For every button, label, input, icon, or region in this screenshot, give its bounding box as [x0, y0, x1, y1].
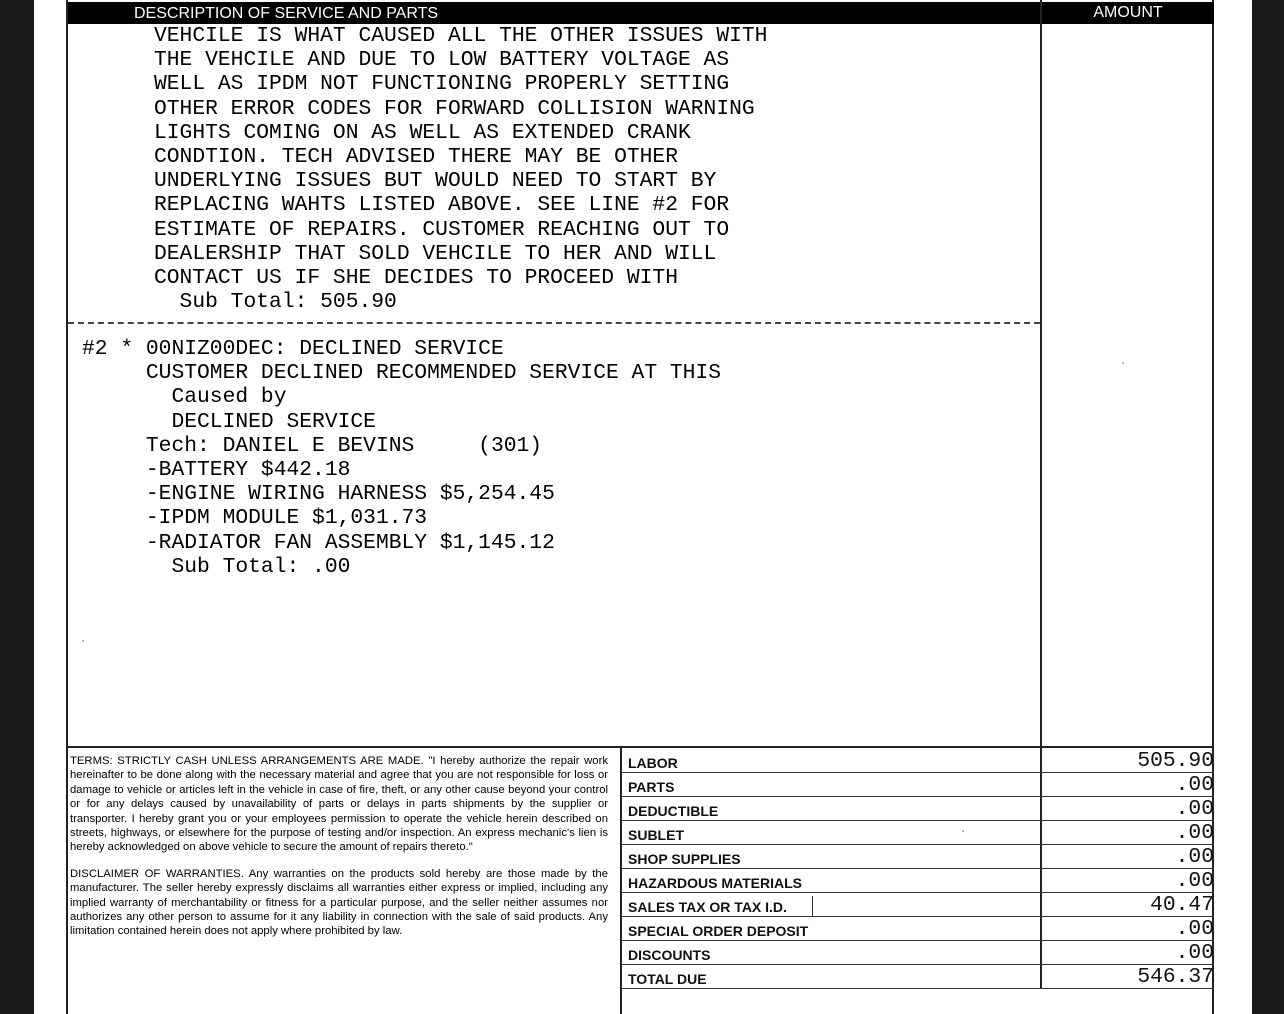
disclaimer-text: DISCLAIMER OF WARRANTIES. Any warranties on the products sold hereby are those made by the manufacturer. The seller hereby expressly disclaims all warranties either express or implied, including any implied warranty of merchantability or fitness for a particular purpose, and the seller neither assumes nor authorizes any other person to assume for it any liability in connection with the sale of said products. Any limitation contained herein does not apply where prohibited by law.: [70, 867, 608, 938]
totals-row-sales-tax: [622, 892, 1214, 917]
repair-order-form: [66, 0, 1214, 1014]
service-line-2-declined: #2 * 00NIZ00DEC: DECLINED SERVICE CUSTOMER DECLINED RECOMMENDED SERVICE AT THIS Caused by DECLINED SERVICE Tech: DANIEL E BEVINS (301) -BATTERY $442.18 -ENGINE WIRING HARNESS $5,254.45 -IPDM MODULE $1,031.73 -RADIATOR FAN ASSEMBLY $1,145.12 Sub Total: .00: [82, 337, 722, 579]
amount-header: AMOUNT: [1042, 2, 1214, 24]
totals-value: 546.37: [1137, 965, 1214, 989]
totals-row-labor: [622, 748, 1214, 773]
totals-value: .00: [1175, 821, 1214, 845]
totals-value: .00: [1175, 797, 1214, 821]
totals-value: .00: [1175, 917, 1214, 941]
totals-label: SUBLET: [628, 827, 684, 843]
description-header: DESCRIPTION OF SERVICE AND PARTS: [68, 2, 1040, 24]
totals-value: .00: [1175, 869, 1214, 893]
totals-label: PARTS: [628, 779, 675, 795]
totals-row-sublet: [622, 820, 1214, 845]
totals-label: SHOP SUPPLIES: [628, 851, 741, 867]
totals-label: TOTAL DUE: [628, 971, 707, 987]
totals-value: .00: [1175, 773, 1214, 797]
tax-id-box-divider: [812, 896, 813, 916]
scan-border-left: [0, 0, 34, 1014]
service-line-1-notes: VEHCILE IS WHAT CAUSED ALL THE OTHER ISSUES WITH THE VEHCILE AND DUE TO LOW BATTERY VOLTAGE AS WELL AS IPDM NOT FUNCTIONING PROPERLY SETTING OTHER ERROR CODES FOR FORWARD COLLISION WARNING LIGHTS COMING ON AS WELL AS EXTENDED CRANK CONDTION. TECH ADVISED THERE MAY BE OTHER UNDERLYING ISSUES BUT WOULD NEED TO START BY REPLACING WAHTS LISTED ABOVE. SEE LINE #2 FOR ESTIMATE OF REPAIRS. CUSTOMER REACHING OUT TO DEALERSHIP THAT SOLD VEHCILE TO HER AND WILL CONTACT US IF SHE DECIDES TO PROCEED WITH Sub Total: 505.90: [154, 24, 768, 315]
totals-label: SALES TAX OR TAX I.D.: [628, 899, 787, 915]
totals-label: SPECIAL ORDER DEPOSIT: [628, 923, 809, 939]
scan-speck: [82, 640, 84, 642]
scan-border-right: [1252, 0, 1284, 1014]
totals-row-discounts: [622, 940, 1214, 965]
totals-label: DISCOUNTS: [628, 947, 711, 963]
totals-label: LABOR: [628, 755, 678, 771]
totals-row-deductible: [622, 796, 1214, 821]
totals-value: 505.90: [1137, 749, 1214, 773]
terms-text: TERMS: STRICTLY CASH UNLESS ARRANGEMENTS ARE MADE. "I hereby authorize the repair work hereinafter to be done along with the necessary material and agree that you are not responsible for loss or damage to vehicle or articles left in the vehicle in case of fire, theft, or any other cause beyond your control or for any delays caused by unavailability of parts or delays in parts shipments by the supplier or transporter. I hereby grant you or your employees permission to operate the vehicle herein described on streets, highways, or elsewhere for the purpose of testing and/or inspection. An express mechanic's lien is hereby acknowledged on above vehicle to secure the amount of repairs thereto.": [70, 755, 608, 854]
totals-label: DEDUCTIBLE: [628, 803, 719, 819]
totals-row-hazardous-materials: [622, 868, 1214, 893]
amount-column-divider: [1040, 0, 1042, 748]
totals-value: .00: [1175, 941, 1214, 965]
totals-value: 40.47: [1150, 893, 1214, 917]
scan-speck: [1122, 362, 1124, 364]
totals-value: .00: [1175, 845, 1214, 869]
totals-row-special-order-deposit: [622, 916, 1214, 941]
totals-row-shop-supplies: [622, 844, 1214, 869]
totals-label: HAZARDOUS MATERIALS: [628, 875, 802, 891]
totals-row-total-due: [622, 964, 1214, 989]
line-separator: [68, 322, 1040, 324]
terms-section: [70, 754, 608, 951]
totals-row-parts: [622, 772, 1214, 797]
